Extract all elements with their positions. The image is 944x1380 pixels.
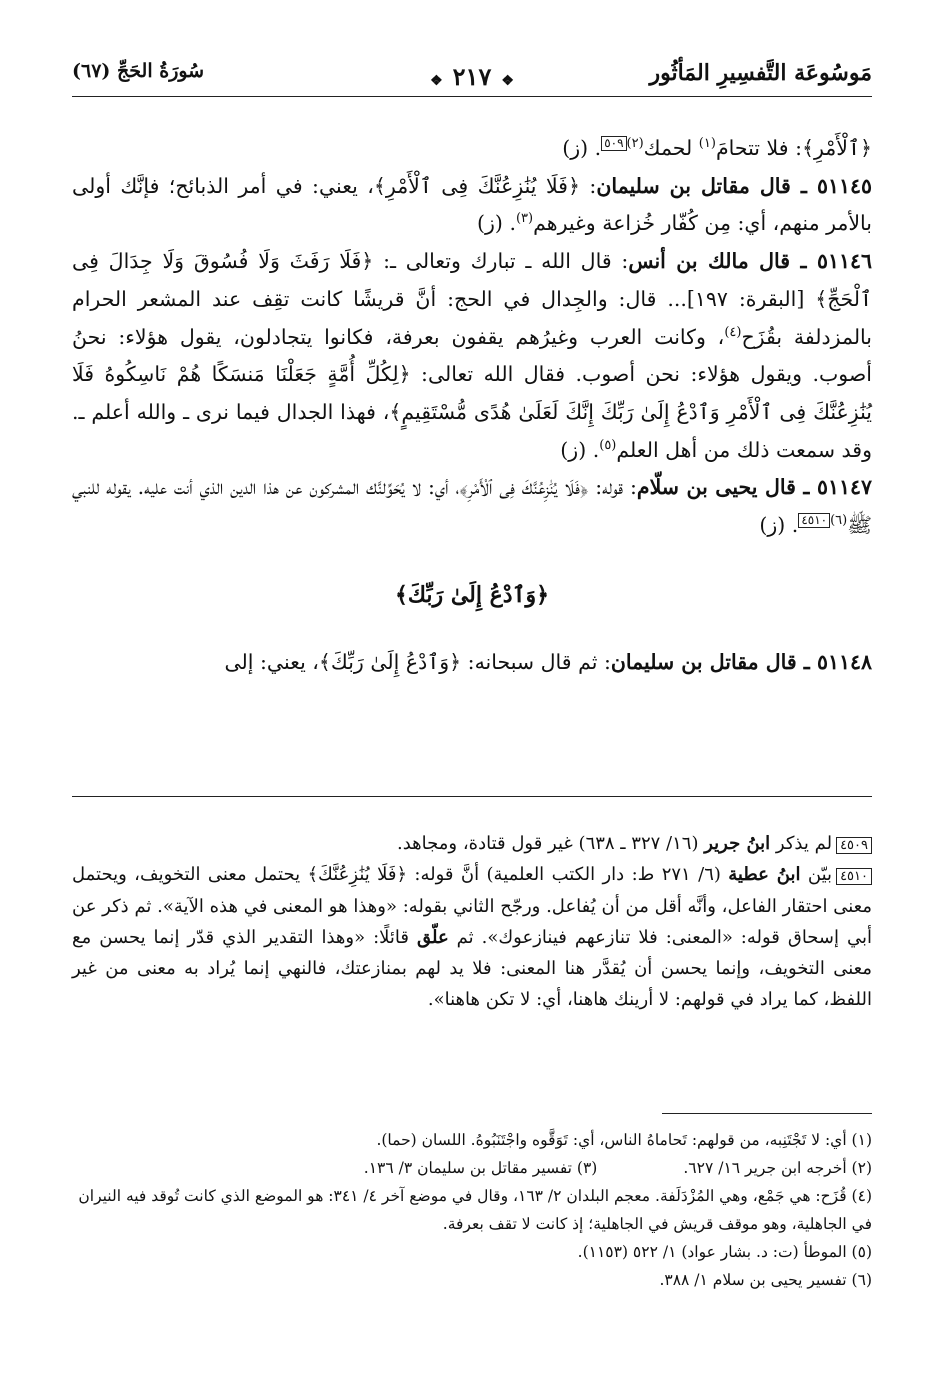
text: . (ز) <box>562 136 602 160</box>
text: : قال الله ـ تبارك وتعالى ـ: ﴿فَلَا رَفَثَ وَلَا فُسُوقَ وَلَا جِدَالَ فِى ٱلْحَجِّ﴾ [البقرة: ١٩٧]... قال: والجِدال في الحج: أنَّ قريشًا كانت تقِف عند المشعر الحرام بالمزدلفة بقُزَح <box>72 249 873 349</box>
narration-number: ٥١١٤٨ ـ قال <box>758 650 872 675</box>
verse-heading: ﴿وَٱدْعُ إِلَىٰ رَبِّكَ﴾ <box>395 581 549 608</box>
narrator-name: يحيى بن سلّام <box>636 475 758 500</box>
footnote-3: (٣) تفسير مقاتل بن سليمان ٣/ ١٣٦. <box>363 1159 598 1177</box>
narrator-name: مالك بن أنس <box>628 249 749 274</box>
text: . (ز) <box>759 513 799 538</box>
footnote-row <box>72 1154 872 1182</box>
paragraph-51145 <box>72 168 872 243</box>
notes-rule <box>72 796 872 797</box>
footnote-1: (١) أي: لا تَجْتَنِبه، من قولهم: تَحاماهُ الناس، أي: تَوَقَّوه واجْتَنَبُوهُ. اللسان (حما). <box>376 1131 872 1149</box>
footnotes-rule <box>662 1113 872 1114</box>
book-title: مَوسُوعَة التَّفسِيرِ المَأثُور <box>649 60 872 86</box>
note-4510 <box>72 859 872 1015</box>
narration-number: ٥١١٤٧ ـ قال <box>757 475 872 500</box>
note-box-ref: ٤٥١٠ <box>798 513 830 528</box>
footnotes <box>72 1126 872 1294</box>
narration-number: ٥١١٤٦ ـ قال <box>748 249 872 274</box>
text: لحمك <box>643 136 699 160</box>
narration-number: ٥١١٤٥ ـ قال <box>749 173 873 198</box>
editor-notes <box>72 828 872 1016</box>
paragraph-51147 <box>72 469 872 544</box>
footnote-ref: (٣) <box>515 211 534 227</box>
ornament-icon: ❖ <box>430 73 443 89</box>
text: . (ز) <box>477 211 516 236</box>
ornament-icon: ❖ <box>501 73 514 89</box>
scholar-name: ابنُ عطية <box>728 864 801 886</box>
narrator-name: مقاتل بن سليمان <box>610 650 759 675</box>
note-4509 <box>72 828 872 859</box>
text: (٦/ ٢٧١ ط: دار الكتب العلمية) أنَّ قوله: ﴿فَلَا يُنَٰزِعُنَّكَ﴾ يحتمل معنى التخويف، ويحتمل معنى احتقار الفاعل، وأنَّه أقل من أن يُفاعل. ورجّح الثاني بقوله: «وهذا هو المعنى في هذه الآية». ثم ذكر عن أبي إسحاق قوله: «المعنى: فلا تنازعهم فينازعوك». ثم <box>72 864 872 948</box>
page-number-text: ٢١٧ <box>452 62 492 91</box>
footnote-ref: (٢) <box>626 136 644 152</box>
footnote-6: (٦) تفسير يحيى بن سلام ١/ ٣٨٨. <box>659 1271 872 1289</box>
footnote-4: (٤) قُزَح: هي جَمْع، وهي المُزْدَلَفة. معجم البلدان ٢/ ١٦٣، وقال في موضع آخر ٤/ ٣٤١: هو الموضع الذي كانت تُوقد فيه النيران في الجاهلية، وهو موقف قريش في الجاهلية؛ إذ كانت لا تقف بعرفة. <box>78 1187 872 1233</box>
paragraph-51148 <box>72 644 872 682</box>
note-box: ٤٥٠٩ <box>836 837 872 854</box>
text: : ثم قال سبحانه: ﴿وَٱدْعُ إِلَىٰ رَبِّكَ﴾، يعني: إلى <box>224 650 611 675</box>
text: بيّن <box>800 864 833 886</box>
running-head <box>72 60 872 96</box>
narrator-name: مقاتل بن سليمان <box>596 173 750 198</box>
emphasis: علّق <box>416 926 449 948</box>
paragraph-continuation <box>72 130 872 168</box>
text: ، وكانت العرب وغيرُهم يقفون بعرفة، فكانوا يتجادلون، يقول هؤلاء: نحنُ أصوب. ويقول هؤلاء: نحن أصوب. فقال الله تعالى: ﴿لِكُلِّ أُمَّةٍ جَعَلْنَا مَنسَكًا هُمْ نَاسِكُوهُ فَلَا يُنَٰزِعُنَّكَ فِى ٱلْأَمْرِ وَٱدْعُ إِلَىٰ رَبِّكَ إِنَّكَ لَعَلَىٰ هُدًى مُّسْتَقِيمٍ﴾، فهذا الجدال فيما نرى ـ والله أعلم ـ. وقد سمعت ذلك من أهل العلم <box>72 324 872 462</box>
note-box: ٤٥١٠ <box>836 868 872 885</box>
main-text <box>72 130 872 682</box>
text: : قوله: ﴿فَلَا يُنَٰزِعُنَّكَ فِى ٱلْأَمْرِ﴾، أي: لا يُحَوِّلنَّك المشركون عن هذا الدين الذي أنت عليه. يقوله للنبي ﷺ <box>72 475 872 538</box>
text: (١٦/ ٣٢٧ ـ ٦٣٨) غير قول قتادة، ومجاهد. <box>397 833 705 854</box>
text: لم يذكر <box>770 833 833 854</box>
footnote-ref: (٤) <box>724 324 742 340</box>
text: . (ز) <box>560 437 600 462</box>
surah-label: سُورَةُ الحَجِّ (٦٧) <box>72 60 205 82</box>
note-box-ref: ٥٠٩ <box>601 136 626 151</box>
paragraph-51146 <box>72 243 872 469</box>
text: قائلًا: «وهذا التقدير الذي قدّر إنما يحسن مع معنى التخويف، وإنما يحسن أن يُقدَّر هنا المعنى: فلا يد لهم بمنازعتك، فالنهي إنما يُراد به معنى من غير اللفظ، كما يراد في قولهم: لا أرينك هاهنا، أي: لا تكن هاهنا». <box>72 926 872 1011</box>
text: ﴿ٱلْأَمْرِ﴾: فلا تتحامَ <box>715 136 872 160</box>
footnote-ref: (٦) <box>830 513 848 529</box>
footnote-ref: (٥) <box>599 437 617 453</box>
text: : ﴿فَلَا يُنَٰزِعُنَّكَ فِى ٱلْأَمْرِ﴾، يعني: في أمر الذبائح؛ فإنَّك أولى بالأمر منهم، أي: مِن كُفّار خُزاعة وغيرهم <box>72 173 872 236</box>
scholar-name: ابنُ جرير <box>704 833 771 854</box>
footnote-5: (٥) الموطأ (ت: د. بشار عواد) ١/ ٥٢٢ (١١٥٣). <box>577 1243 872 1261</box>
footnote-2: (٢) أخرجه ابن جرير ١٦/ ٦٢٧. <box>683 1159 872 1177</box>
footnote-ref: (١) <box>698 136 716 152</box>
header-rule <box>72 96 872 97</box>
